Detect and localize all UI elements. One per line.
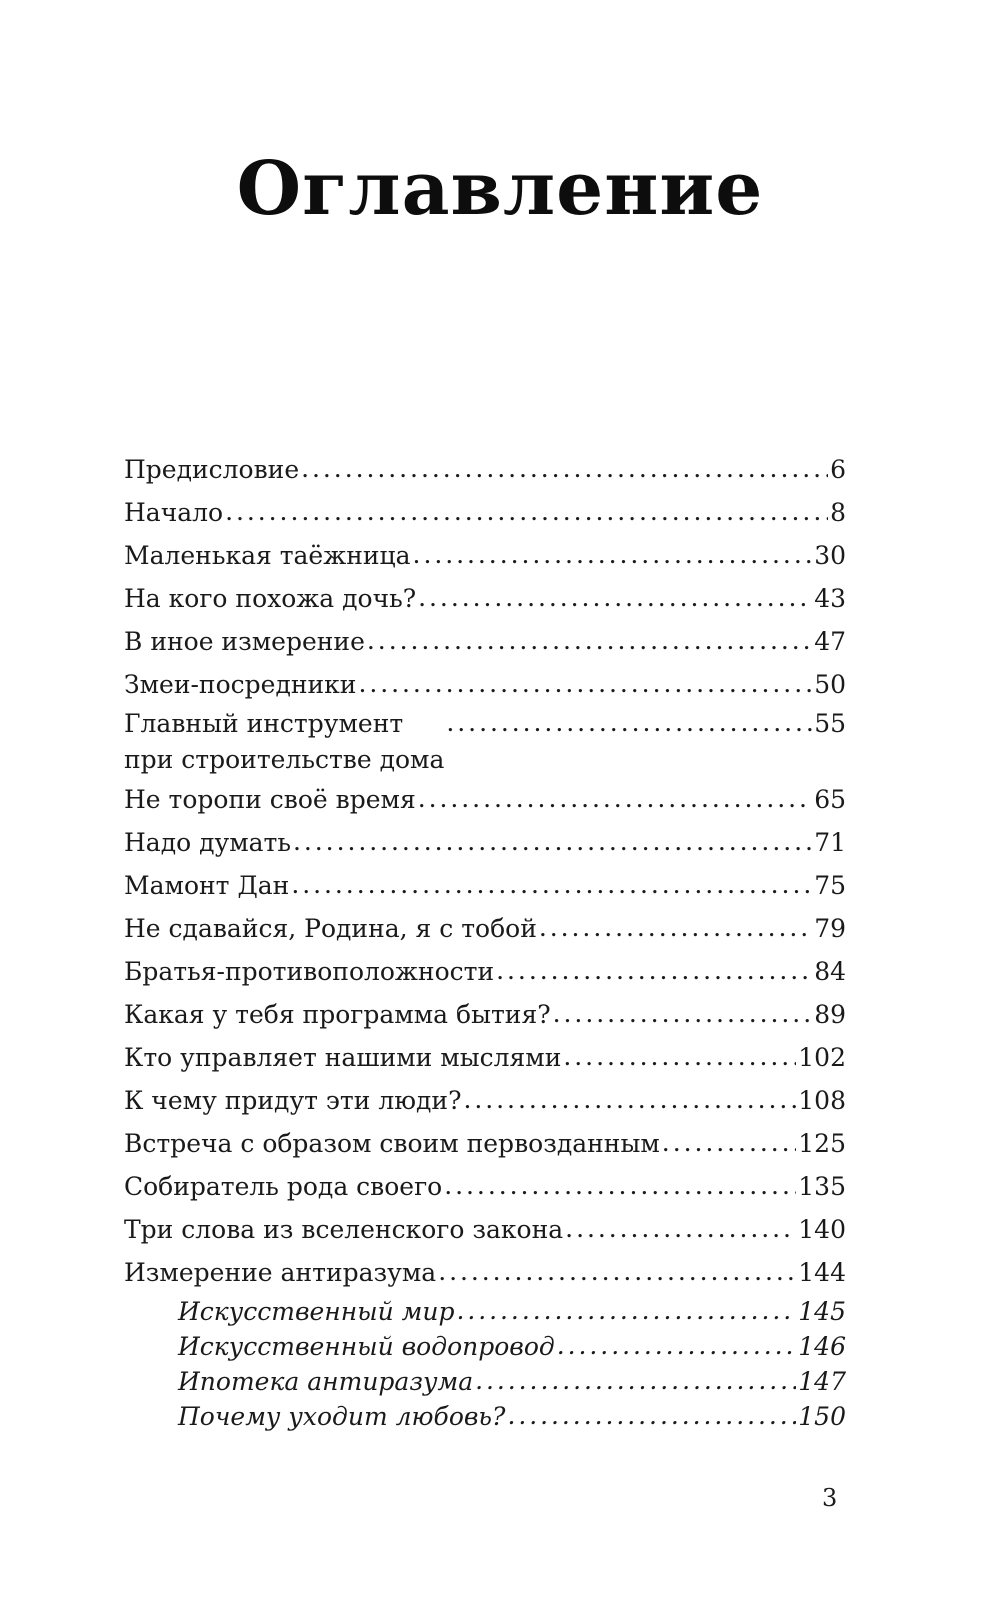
toc-entry[interactable] [124, 1165, 846, 1208]
toc-entry[interactable] [124, 1079, 846, 1122]
toc-entry-title: На кого похожа дочь? [124, 584, 417, 613]
toc-entry-title: Три слова из вселенского закона [124, 1215, 564, 1244]
page-number: 3 [822, 1484, 838, 1512]
toc-entry-title: Предисловие [124, 455, 300, 484]
toc-entry-page: 65 [814, 785, 846, 814]
leader-dots [496, 949, 812, 992]
toc-entry[interactable] [124, 1208, 846, 1251]
toc-entry-page: 140 [798, 1215, 846, 1244]
leader-dots [438, 1250, 796, 1293]
toc-subentry[interactable] [124, 1364, 846, 1399]
toc-entry[interactable] [124, 706, 846, 778]
toc-entry-title: Не сдавайся, Родина, я с тобой [124, 914, 537, 943]
toc-entry-page: 108 [798, 1086, 846, 1115]
toc-entry-page: 102 [798, 1043, 846, 1072]
toc-entry-title: К чему придут эти люди? [124, 1086, 462, 1115]
toc-entry[interactable] [124, 534, 846, 577]
toc-entry-page: 144 [798, 1258, 846, 1287]
toc-subentry-title: Искусственный мир [178, 1297, 455, 1326]
leader-dots [475, 1363, 796, 1398]
page-title: Оглавление [236, 146, 764, 232]
leader-dots [301, 447, 828, 490]
leader-dots [557, 1328, 797, 1363]
toc-subentry-page: 145 [798, 1297, 846, 1326]
toc-entry-page: 50 [814, 670, 846, 699]
leader-dots [413, 533, 813, 576]
toc-entry-title: Не торопи своё время [124, 785, 416, 814]
leader-dots [446, 705, 812, 741]
toc-entry-title-line: Главный инструмент [124, 709, 404, 738]
toc-entry-title: Маленькая таёжница [124, 541, 411, 570]
toc-entry[interactable] [124, 993, 846, 1036]
toc-subentry-title: Почему уходит любовь? [178, 1402, 506, 1431]
toc-entry-title [124, 706, 444, 778]
toc-entry[interactable] [124, 663, 846, 706]
leader-dots [463, 1078, 796, 1121]
toc-entry[interactable] [124, 1122, 846, 1165]
toc-subentry[interactable] [124, 1294, 846, 1329]
toc-entry[interactable] [124, 577, 846, 620]
toc-entry-page: 71 [814, 828, 846, 857]
toc-entry-page: 6 [830, 455, 846, 484]
toc-entry[interactable] [124, 907, 846, 950]
toc-entry-page: 43 [814, 584, 846, 613]
toc-entry-title: Собиратель рода своего [124, 1172, 443, 1201]
toc-entry-page: 125 [798, 1129, 846, 1158]
toc-entry-title: Братья-противоположности [124, 957, 495, 986]
toc-subentry-page: 147 [798, 1367, 846, 1396]
leader-dots [565, 1207, 796, 1250]
toc-entry-page: 55 [814, 709, 846, 738]
toc-entry[interactable] [124, 778, 846, 821]
toc-entry-title: Измерение антиразума [124, 1258, 437, 1287]
toc-entry[interactable] [124, 620, 846, 663]
toc-entry[interactable] [124, 950, 846, 993]
toc-entry-page: 89 [814, 1000, 846, 1029]
toc-entry[interactable] [124, 821, 846, 864]
leader-dots [553, 992, 813, 1035]
leader-dots [662, 1121, 796, 1164]
toc-entry[interactable] [124, 448, 846, 491]
leader-dots [293, 820, 812, 863]
leader-dots [418, 576, 812, 619]
toc-entry-title: Встреча с образом своим первозданным [124, 1129, 660, 1158]
toc-entry-title: Мамонт Дан [124, 871, 290, 900]
toc-entry-title: Кто управляет нашими мыслями [124, 1043, 562, 1072]
toc-entry[interactable] [124, 491, 846, 534]
toc-subentry[interactable] [124, 1399, 846, 1434]
toc-entry[interactable] [124, 1251, 846, 1294]
leader-dots [358, 662, 812, 705]
toc-entry-page: 47 [814, 627, 846, 656]
toc-entry-title: Змеи-посредники [124, 670, 357, 699]
toc-entry-page: 75 [814, 871, 846, 900]
toc-entry-title: Начало [124, 498, 224, 527]
toc-entry-page: 8 [830, 498, 846, 527]
leader-dots [444, 1164, 796, 1207]
leader-dots [367, 619, 812, 662]
toc-subentry-page: 146 [798, 1332, 846, 1361]
leader-dots [225, 490, 828, 533]
toc-entry-title: В иное измерение [124, 627, 365, 656]
toc-subentry[interactable] [124, 1329, 846, 1364]
leader-dots [291, 863, 812, 906]
leader-dots [507, 1398, 796, 1433]
toc-entry-page: 30 [814, 541, 846, 570]
toc-entry-page: 79 [814, 914, 846, 943]
toc-entry[interactable] [124, 864, 846, 907]
leader-dots [539, 906, 812, 949]
toc-entry[interactable] [124, 1036, 846, 1079]
toc-subentry-title: Ипотека антиразума [178, 1367, 474, 1396]
leader-dots [418, 777, 812, 820]
leader-dots [456, 1293, 796, 1328]
toc-subentry-page: 150 [798, 1402, 846, 1431]
leader-dots [563, 1035, 796, 1078]
toc-entry-title: Какая у тебя программа бытия? [124, 1000, 551, 1029]
table-of-contents [124, 448, 846, 1434]
toc-subentry-title: Искусственный водопровод [178, 1332, 555, 1361]
toc-entry-page: 84 [814, 957, 846, 986]
toc-entry-title-line: при строительстве дома [124, 745, 445, 774]
toc-entry-page: 135 [798, 1172, 846, 1201]
toc-entry-title: Надо думать [124, 828, 291, 857]
